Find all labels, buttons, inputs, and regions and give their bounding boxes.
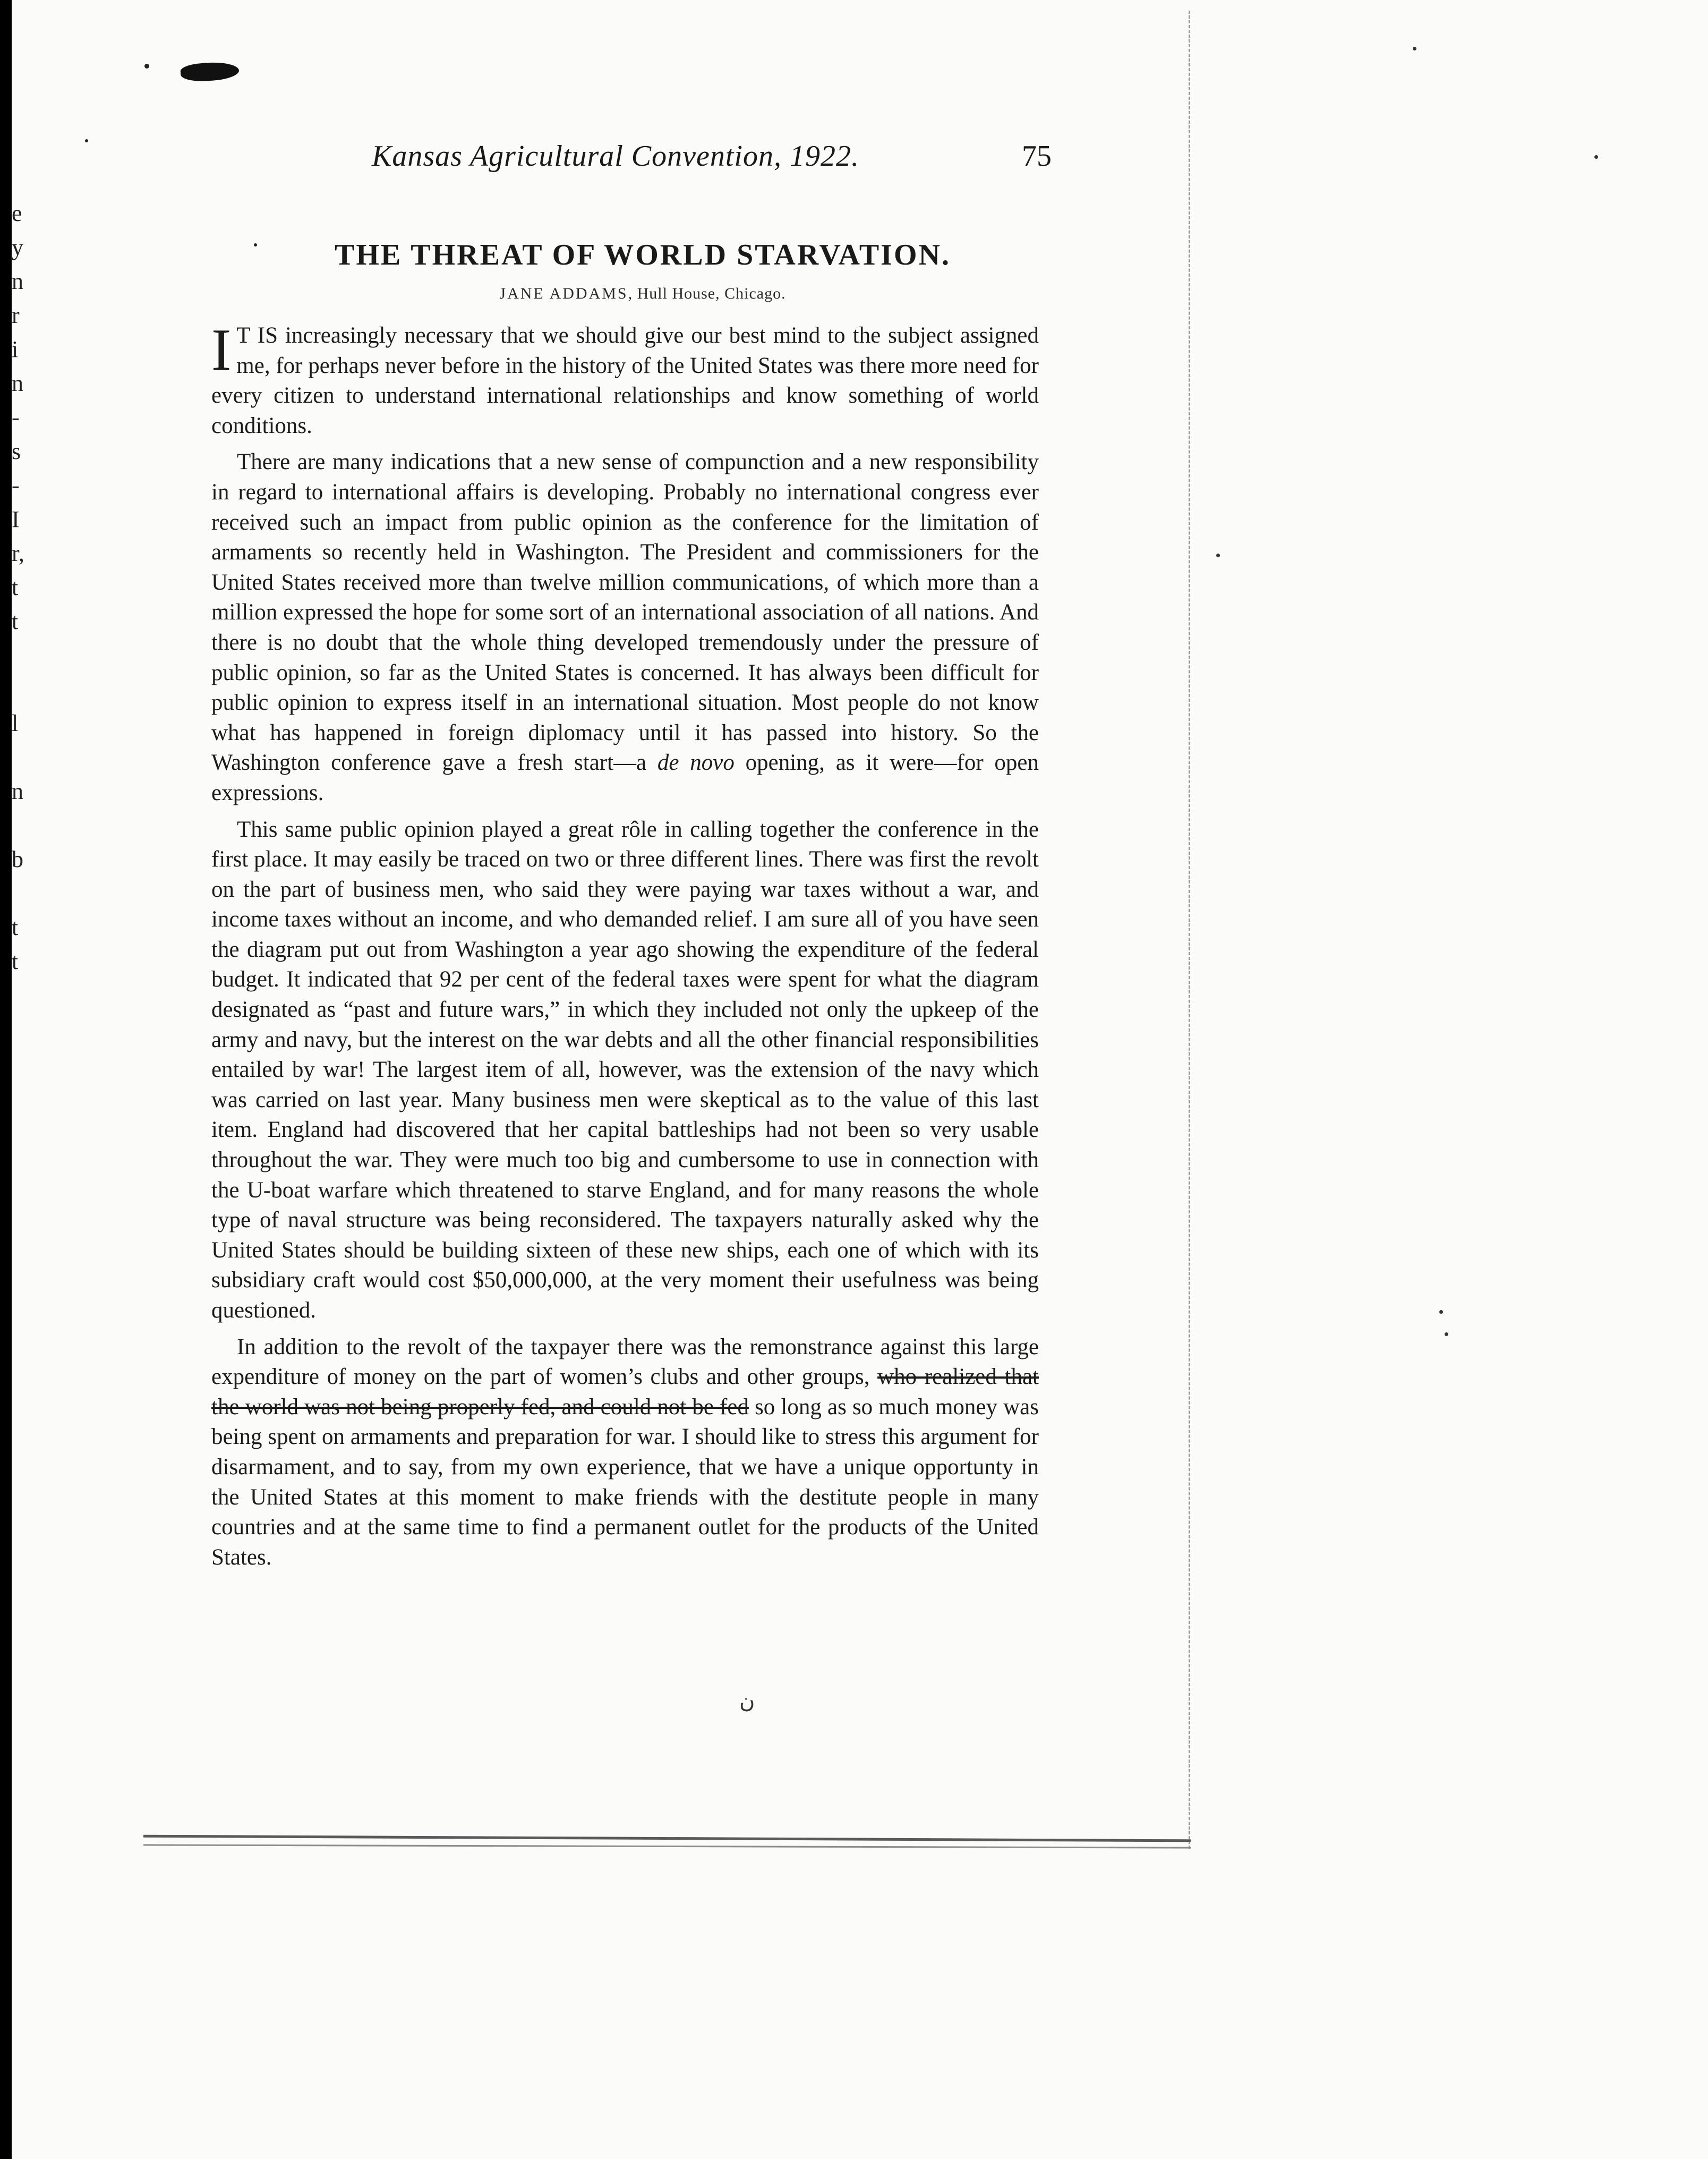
margin-fragment: n — [12, 370, 23, 396]
margin-fragment: t — [12, 574, 19, 600]
paragraph-4-start: In addition to the revolt of the taxpayer there was the remonstrance against this large expenditure of money on the part of women’s clubs and other groups, — [211, 1334, 1039, 1390]
article-body — [211, 317, 1039, 1572]
margin-fragment: t — [12, 914, 19, 940]
margin-fragment: y — [12, 234, 23, 260]
margin-fragment: t — [12, 608, 19, 634]
author-name: JANE ADDAMS — [499, 285, 628, 302]
margin-fragment: e — [12, 200, 22, 226]
paragraph-2-italic: de novo — [657, 750, 735, 776]
margin-fragment: b — [12, 846, 23, 872]
paragraph-1 — [211, 317, 1039, 441]
paragraph-4-end: so long as so much money was being spent on armaments and preparation for war. I should like to stress this argument for disarmament, and to say, from my own experience, that we have a unique opportunty in the United States at this moment to make friends with the destitute people in many countries and at the same time to find a permanent outlet for the products of the United States. — [211, 1394, 1039, 1570]
byline — [313, 285, 972, 303]
paragraph-4 — [211, 1332, 1039, 1573]
margin-fragment: t — [12, 948, 19, 974]
paragraph-1-text: T IS increasingly necessary that we should give our best mind to the subject assigned me, for perhaps never before in the history of the United States was there more need for every citizen to understand international relationships and know something of world conditions. — [211, 323, 1039, 438]
margin-fragment: i — [12, 336, 19, 362]
running-head — [372, 139, 1052, 182]
margin-fragment: l — [12, 710, 19, 736]
page-number: 75 — [1022, 140, 1052, 173]
margin-fragment: n — [12, 268, 23, 294]
margin-fragment: s — [12, 438, 21, 464]
paragraph-3-text: This same public opinion played a great rôle in calling together the conference in the first place. It may easily be traced on two or three different lines. There was first the revolt on the part of business men, who said they were paying war taxes without a war, and income taxes without an income, and who demanded relief. I am sure all of you have seen the diagram put out from Washington a year ago showing the expenditure of the federal budget. It indicated that 92 per cent of the federal taxes were spent for what the diagram designated as “past and future wars,” in which they included not only the upkeep of the army and navy, but the interest on the war debts and all the other financial responsibilities entailed by war! The largest item of all, however, was the extension of the navy which was carried on last year. Many business men were skeptical as to the value of this last item. England had discovered that her capital battleships had not been so very usable throughout the war. They were much too big and cumbersome to use in connection with the U-boat warfare which threatened to starve England, and for many reasons the whole type of naval structure was being reconsidered. The taxpayers naturally asked why the United States should be building sixteen of these new ships, each one of which with its subsidiary craft would cost $50,000,000, at the very moment their usefulness was being questioned. — [211, 817, 1039, 1323]
margin-fragment: I — [12, 506, 20, 532]
bottom-printer-mark: ن — [739, 1689, 755, 1713]
margin-fragment: - — [12, 472, 20, 498]
margin-fragment: - — [12, 404, 20, 430]
author-affiliation: , Hull House, Chicago. — [628, 285, 786, 302]
paragraph-2-end: opening, as it were—for open expressions. — [211, 750, 1039, 805]
margin-fragment: r, — [12, 540, 24, 566]
paragraph-2 — [211, 447, 1039, 808]
paragraph-2-text: There are many indications that a new sense of compunction and a new responsibility in regard to international affairs is developing. Probably no international congress ever received such an impact from public opinion as the conference for the limitation of armaments so recently held in Washington. The President and commissioners for the United States received more than twelve million communications, of which more than a million expressed the hope for some sort of an international association of all nations. And there is no doubt that the whole thing developed tremendously under the pressure of public opinion, so far as the United States is concerned. It has always been difficult for public opinion to express itself in an international situation. Most people do not know what has happened in foreign diplomacy until it has passed into history. So the Washington conference gave a fresh start—a — [211, 449, 1039, 776]
running-head-title: Kansas Agricultural Convention, 1922. — [372, 140, 859, 173]
margin-fragment: r — [12, 302, 20, 328]
paragraph-4-struck-text: who realized that the world was not being properly fed, and could not be fed — [211, 1364, 1039, 1420]
margin-fragment: n — [12, 778, 23, 804]
article-title: THE THREAT OF WORLD STARVATION. — [335, 239, 951, 271]
paragraph-3 — [211, 815, 1039, 1326]
drop-cap: I — [211, 317, 232, 383]
